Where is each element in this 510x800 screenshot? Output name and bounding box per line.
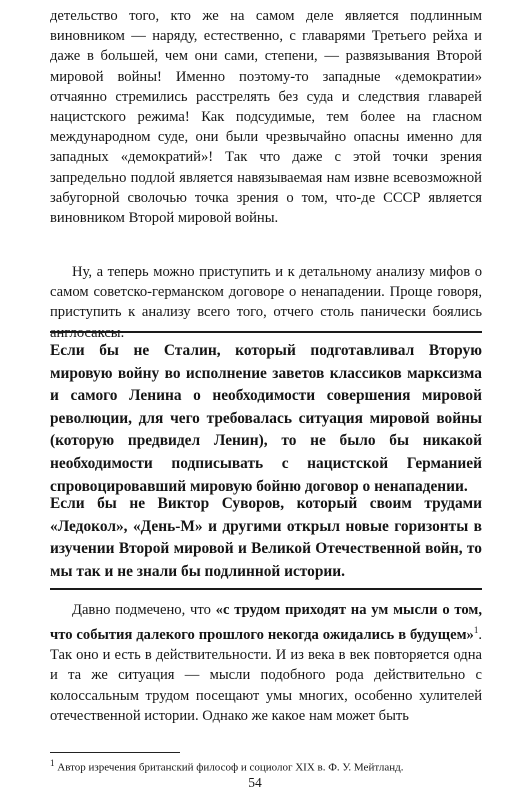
section-rule-top (50, 331, 482, 333)
footnote (50, 757, 482, 775)
paragraph-continuation: . Так оно и есть в действительности. И из века в век повторяется одна и та же ситуация — мысли подобного рода действительно с колоссальным трудом посещают умы многих, особенно хулителей отечественной истории. Однако же какое нам может быть (50, 627, 482, 724)
maitland-quote: «с трудом приходят на ум мысли о том, что события далекого прошлого некогда ожидались в будущем» (50, 602, 482, 644)
footnote-text: Автор изречения британский философ и социолог XIX в. Ф. У. Мейтланд. (54, 761, 404, 774)
section-rule-bottom (50, 588, 482, 590)
page-number: 54 (248, 775, 262, 790)
paragraph-lead-in: Давно подмечено, что (72, 602, 216, 618)
footnote-mark: 1 (50, 758, 55, 768)
footnote-divider (50, 752, 180, 753)
paragraph-western-democracies: детельство того, кто же на самом деле является подлинным виновником — наряду, естественно, с главарями Третьего рейха и даже в большей, чем они сами, степени, — развязывания Второй мировой войны! Именно поэтому-то западные «демократии» отчаянно стремились расстрелять без суда и следствия главарей нацистского режима! Как подсудимые, тем более на гласном международном суде, они были чрезвычайно опасны именно для западных «демократий»! Так что даже с этой точки зрения запредельно подлой является навязываемая нам извне всевозможной забугорной сволочью точка зрения о том, что-де СССР является виновником Второй мировой войны. (50, 8, 482, 227)
myth-stalin: Если бы не Сталин, который подготавливал Вторую мировую войну во исполнение заветов классиков марксизма и самого Ленина о необходимости совершения мировой революции, для чего требовалась ситуация мировой войны (которую предвидел Ленин), то не было бы никакой необходимости подписывать с нацистской Германией спровоцировавший мировую бойню договор о ненападении. (50, 342, 482, 495)
myth-suvorov: Если бы не Виктор Суворов, который своим трудами «Ледокол», «День-М» и другими открыл новые горизонты в изучении Второй мировой и Великой Отечественной войн, то мы так и не знали бы подлинной истории. (50, 495, 482, 580)
paragraph-maitland-quote (50, 600, 482, 726)
paragraph-myth-analysis-intro: Ну, а теперь можно приступить и к детальному анализу мифов о самом советско-германском договоре о ненападении. Проще говоря, приступить к анализу всего того, отчего столь панически боялись англосаксы. (50, 264, 482, 341)
footnote-reference: 1 (473, 625, 479, 636)
